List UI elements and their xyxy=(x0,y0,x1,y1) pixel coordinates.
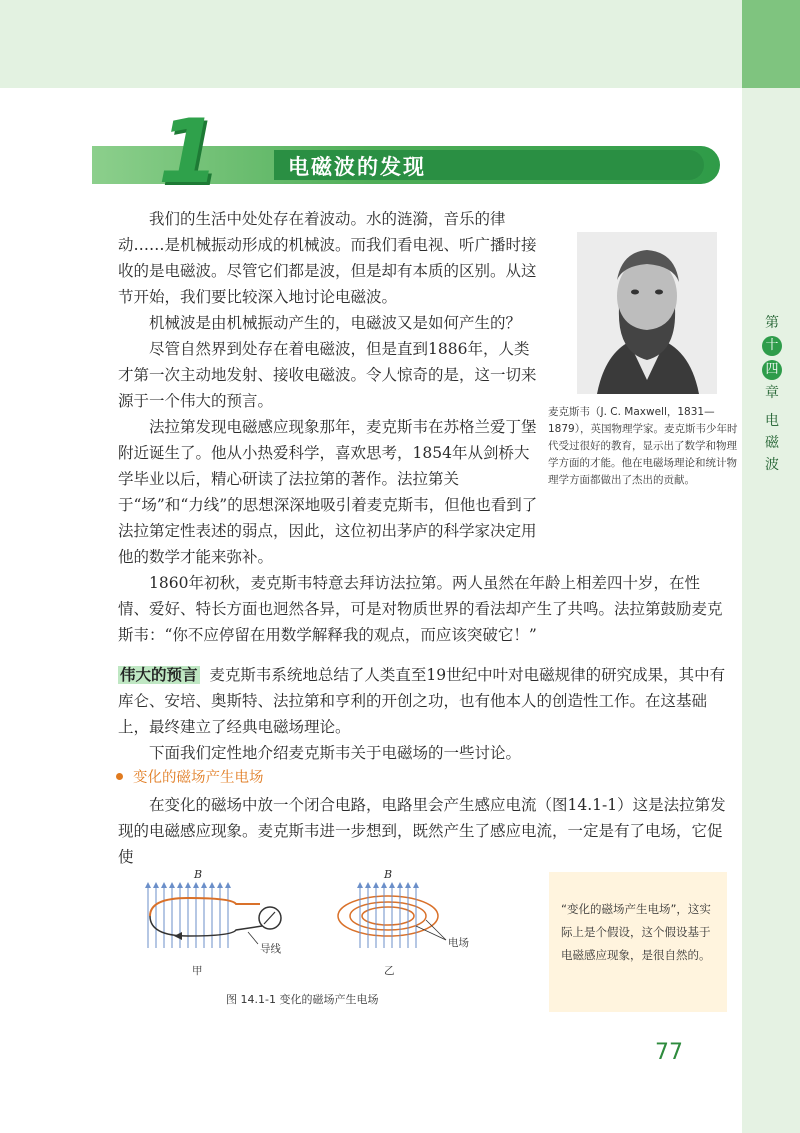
portrait-image xyxy=(577,232,717,394)
paragraph-7: 下面我们定性地介绍麦克斯韦关于电磁场的一些讨论。 xyxy=(149,744,522,762)
figure-b xyxy=(338,868,469,977)
subheading-great-prediction: 伟大的预言 xyxy=(120,666,198,684)
chapter-num-circle: 四 xyxy=(762,360,782,380)
figure-caption: 图 14.1-1 变化的磁场产生电场 xyxy=(226,993,379,1006)
figure-a xyxy=(145,868,281,977)
chapter-side-tab-top xyxy=(742,0,800,88)
chapter-label xyxy=(752,312,792,476)
figure-14-1-1 xyxy=(140,868,480,988)
section-title: 电磁波的发现 xyxy=(288,155,426,179)
figure-a-label: 甲 xyxy=(192,965,203,977)
paragraph-3: 尽管自然界到处存在着电磁波，但是直到1886年，人类才第一次主动地发射、接收电磁波。令人惊奇的是，这一切来源于一个伟大的预言。 xyxy=(118,340,537,410)
chapter-char: 章 xyxy=(765,385,779,401)
chapter-char: 波 xyxy=(765,457,779,473)
maxwell-portrait xyxy=(577,232,717,394)
figure-field-label: 电场 xyxy=(448,937,469,949)
paragraph-8: 在变化的磁场中放一个闭合电路，电路里会产生感应电流（图14.1-1）这是法拉第发现的电磁感应现象。麦克斯韦进一步想到，既然产生了感应电流，一定是有了电场，它促使 xyxy=(118,796,726,866)
chapter-num-circle: 十 xyxy=(762,336,782,356)
figure-b-b-label: B xyxy=(384,868,393,881)
paragraph-6 xyxy=(118,662,730,740)
bullet-dot-icon xyxy=(116,773,123,780)
figure-b-label: 乙 xyxy=(384,965,395,977)
paragraph-4: 法拉第发现电磁感应现象那年，麦克斯韦在苏格兰爱丁堡附近诞生了。他从小热爱科学，喜欢思考，1854年从剑桥大学毕业以后，精心研读了法拉第的著作。法拉第关于“场”和“力线”的思想深深地吸引着麦克斯韦，但他也看到了法拉第定性表述的弱点，因此，这位初出茅庐的科学家决定用他的数学才能来弥补。 xyxy=(118,418,538,566)
bullet-heading-text: 变化的磁场产生电场 xyxy=(133,770,264,786)
top-band xyxy=(0,0,742,88)
figure-wire-label: 导线 xyxy=(260,943,281,955)
figure-a-b-label: B xyxy=(194,868,203,881)
section-number: 1 xyxy=(158,100,220,203)
chapter-char: 电 xyxy=(765,413,779,429)
paragraph-1: 我们的生活中处处存在着波动。水的涟漪，音乐的律动……是机械振动形成的机械波。而我们看电视、听广播时接收的是电磁波。尽管它们都是波，但是却有本质的区别。从这节开始，我们要比较深入地讨论电磁波。 xyxy=(118,210,537,306)
chapter-char: 磁 xyxy=(765,435,779,451)
paragraph-6-body: 麦克斯韦系统地总结了人类直至19世纪中叶对电磁规律的研究成果，其中有库仑、安培、奥斯特、法拉第和亨利的开创之功，也有他本人的创造性工作。在这基础上，最终建立了经典电磁场理论。 xyxy=(118,666,726,736)
chapter-side-tab xyxy=(742,0,800,1133)
bullet-heading xyxy=(116,766,264,787)
page-number: 77 xyxy=(655,1040,683,1065)
chapter-char: 第 xyxy=(765,315,779,331)
portrait-caption: 麦克斯韦（J. C. Maxwell，1831—1879），英国物理学家。麦克斯韦少年时代受过很好的教育，显示出了数学和物理学方面的才能。他在电磁场理论和统计物理学方面都做出了杰出的贡献。 xyxy=(548,406,738,486)
paragraph-2: 机械波是由机械振动产生的，电磁波又是如何产生的？ xyxy=(149,314,522,332)
margin-note: “变化的磁场产生电场”，这实际上是个假设，这个假设基于电磁感应现象，是很自然的。 xyxy=(549,872,727,1012)
paragraph-5: 1860年初秋，麦克斯韦特意去拜访法拉第。两人虽然在年龄上相差四十岁，在性情、爱好、特长方面也迥然各异，可是对物质世界的看法却产生了共鸣。法拉第鼓励麦克斯韦：“你不应停留在用数学解释我的观点，而应该突破它！” xyxy=(118,574,723,644)
